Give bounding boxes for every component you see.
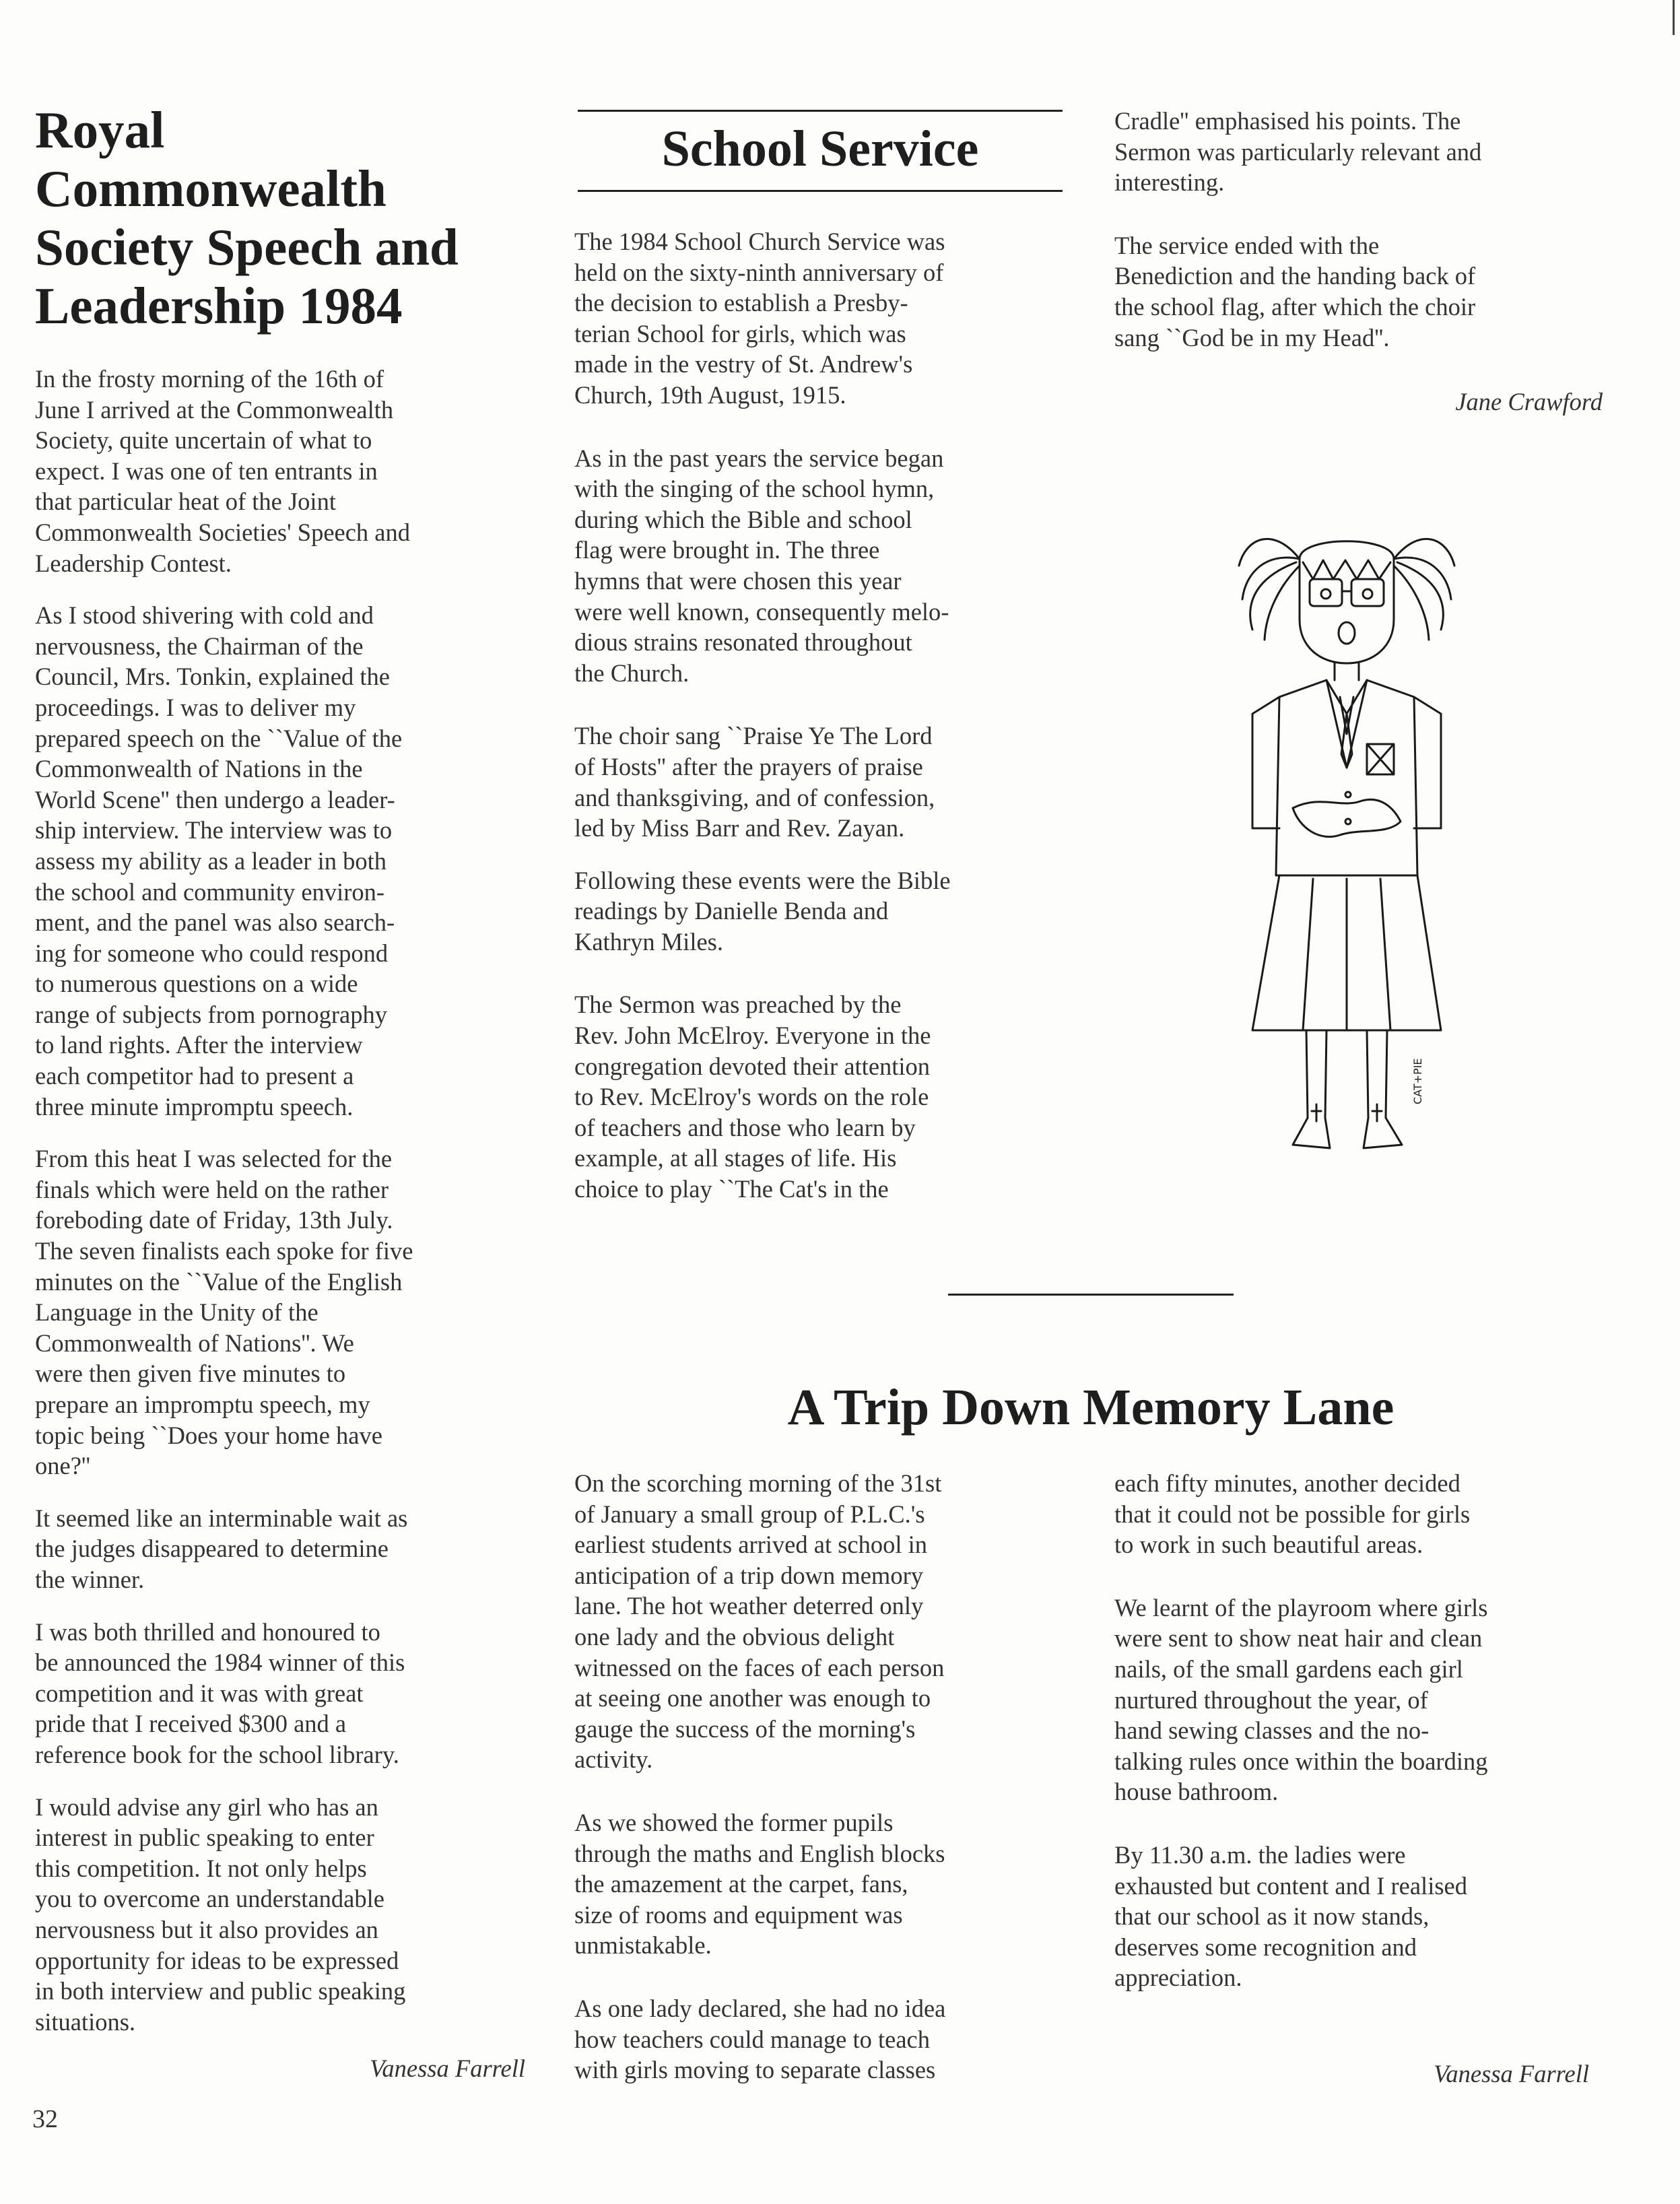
service-body [574,226,1073,1226]
royal-paragraph: From this heat I was selected for the finals which were held on the rather foreboding date of Friday, 13th July. The seven finalists each spoke for five minutes on the ``Value of the English Language in the Unity of the Commonwealth of Nations''. We were then given five minutes to prepare an impromptu speech, my topic being ``Does your home have one?'' [35,1145,413,1480]
memory-paragraph: By 11.30 a.m. the ladies were exhausted but content and I realised that our school as it now stands, deserves some recognition and appreciation. [1114,1840,1467,1992]
service-continued-paragraph: The service ended with the Benediction and the handing back of the school flag, after which the choir sang ``God be in my Head''. [1114,231,1476,352]
royal-title [35,101,520,335]
memory-paragraph: We learnt of the playroom where girls were sent to show neat hair and clean nails, of the small gardens each girl nurtured throughout the year, of hand sewing classes and the no- talking rules once within the boarding house bathroom. [1114,1593,1488,1806]
service-signature: Jane Crawford [1455,388,1603,415]
royal-signature: Vanessa Farrell [370,2055,525,2082]
memory-right-column [1114,1468,1626,2015]
royal-paragraph: As I stood shivering with cold and nervousness, the Chairman of the Council, Mrs. Tonkin, explained the proceedings. I was to deliver my prepared speech on the ``Value of the Commonwealth of Nations in the World Scene'' then undergo a leader- ship interview. The interview was to assess my ability as a leader in both the school and community environ- ment, and the panel was also search- ing for someone who could respond to numerous questions on a wide range of subjects from pornography to land rights. After the interview each competitor had to present a three minute impromptu speech. [35,601,403,1121]
royal-paragraph: It seemed like an interminable wait as the judges disappeared to determine the winner. [35,1504,408,1593]
memory-paragraph: As one lady declared, she had no idea how teachers could manage to teach with girls moving to separate classes [574,1994,946,2084]
royal-paragraph: I was both thrilled and honoured to be announced the 1984 winner of this competition and it was with great pride that I received $300 and a reference book for the school library. [35,1617,405,1768]
royal-paragraph: In the frosty morning of the 16th of June I arrived at the Commonwealth Society, quite uncertain of what to expect. I was one of ten entrants in that particular heat of the Joint Commonwealth Societies' Speech and Leadership Contest. [35,365,410,577]
royal-body [35,364,520,2037]
service-paragraph: As in the past years the service began with the singing of the school hymn, during which the Bible and school flag were brought in. The three hymns that were chosen this year were well known, consequently melo- dious strains resonated throughout the Church. [574,444,949,687]
memory-paragraph: On the scorching morning of the 31st of January a small group of P.L.C.'s earliest students arrived at school in anticipation of a trip down memory lane. The hot weather deterred only one lady and the obvious delight witnessed on the faces of each person at seeing one another was enough to gauge the success of the morning's activity. [574,1469,945,1774]
service-rule-top [578,110,1063,112]
service-continued-paragraph: Cradle'' emphasised his points. The Sermon was particularly relevant and interesting. [1114,107,1482,197]
memory-rule [948,1294,1234,1296]
memory-signature: Vanessa Farrell [1434,2060,1589,2088]
schoolgirl-illustration [1225,512,1468,1212]
royal-title-line: Society Speech and [35,218,459,276]
illustration-artist-signature: CAT+PIE [1411,1058,1424,1104]
royal-title-line: Leadership 1984 [35,277,403,335]
memory-paragraph: As we showed the former pupils through the maths and English blocks the amazement at the carpet, fans, size of rooms and equipment was unmistakable. [574,1808,945,1960]
page-number: 32 [32,2105,58,2133]
memory-left-column [574,1468,1086,2107]
service-title: School Service [661,121,979,177]
royal-title-line: Royal [35,101,165,159]
service-paragraph: The choir sang ``Praise Ye The Lord of Hosts'' after the prayers of praise and thanksgiving, and of confession, led by Miss Barr and Rev. Zayan. [574,722,935,842]
royal-title-line: Commonwealth [35,160,387,218]
service-paragraph: The 1984 School Church Service was held on the sixty-ninth anniversary of the decision to establish a Presby- terian School for girls, which was made in the vestry of St. Andrew's Church, 19th August, 1915. [574,228,945,409]
royal-article [35,101,520,2059]
service-paragraph: The Sermon was preached by the Rev. John McElroy. Everyone in the congregation devoted their attention to Rev. McElroy's words on the role of teachers and those who learn by example, at all stages of life. His choice to play ``The Cat's in the [574,991,931,1203]
service-continued [1114,106,1626,374]
memory-title: A Trip Down Memory Lane [787,1379,1395,1436]
royal-paragraph: I would advise any girl who has an interest in public speaking to enter this competition. It not only helps you to overcome an understandable nervousness but it also provides an opportunity for ideas to be expressed in both interview and public speaking situations. [35,1793,406,2036]
memory-paragraph: each fifty minutes, another decided that it could not be possible for girls to work in such beautiful areas. [1114,1469,1471,1559]
page-edge-mark [1673,0,1675,35]
service-paragraph: Following these events were the Bible readings by Danielle Benda and Kathryn Miles. [574,866,951,956]
service-rule-bottom [578,190,1063,192]
